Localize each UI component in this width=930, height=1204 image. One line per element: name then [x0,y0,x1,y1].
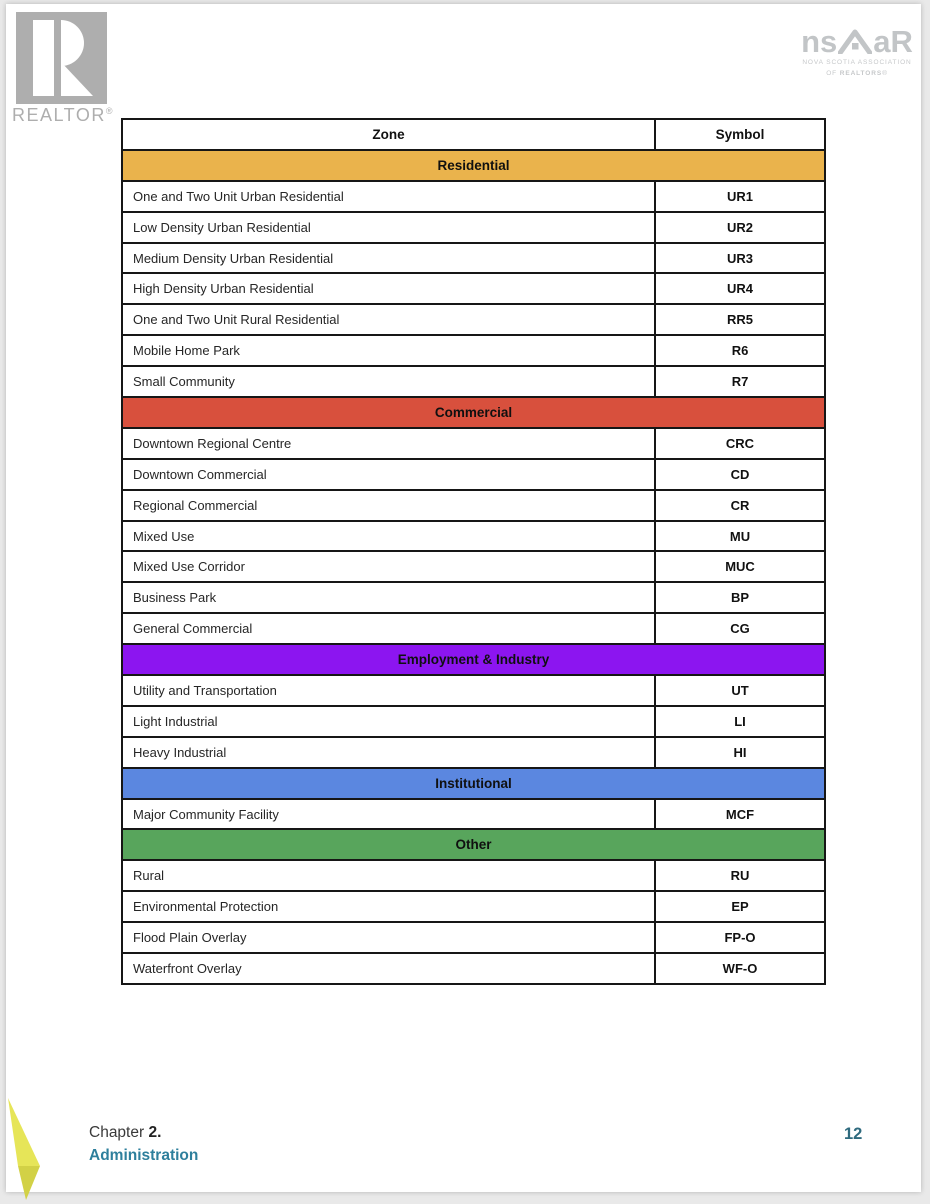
table-row [122,799,825,830]
nsar-word-right: aR [873,24,913,59]
section-header-row [122,644,825,675]
zone-name-cell: High Density Urban Residential [122,273,655,304]
section-header-label: Other [122,829,825,860]
zone-symbol-cell: WF-O [655,953,825,984]
table-row [122,490,825,521]
zone-name-cell: One and Two Unit Rural Residential [122,304,655,335]
zone-symbol-cell: UR1 [655,181,825,212]
nsar-subtitle-line1: NOVA SCOTIA ASSOCIATION [802,59,912,66]
table-row [122,273,825,304]
realtor-wordmark: REALTOR® [12,105,114,125]
table-row [122,737,825,768]
realtor-logo [10,12,120,126]
zone-symbol-cell: EP [655,891,825,922]
table-row [122,613,825,644]
chapter-number: 2. [148,1124,162,1141]
nsar-word-left: ns [801,24,838,59]
section-header-label: Institutional [122,768,825,799]
column-header-zone: Zone [122,119,655,150]
zone-name-cell: Mixed Use Corridor [122,551,655,582]
section-header-label: Employment & Industry [122,644,825,675]
footer-chapter [89,1121,198,1167]
zone-symbol-cell: RU [655,860,825,891]
zone-name-cell: Downtown Regional Centre [122,428,655,459]
table-row [122,582,825,613]
house-roof-icon [838,28,872,54]
zone-symbol-cell: CR [655,490,825,521]
zone-name-cell: Waterfront Overlay [122,953,655,984]
table-row [122,428,825,459]
section-header-row [122,397,825,428]
nsar-logo [798,24,916,78]
table-row [122,953,825,984]
section-header-row [122,150,825,181]
zone-symbol-cell: UR3 [655,243,825,274]
zone-symbol-cell: MUC [655,551,825,582]
table-row [122,304,825,335]
table-row [122,706,825,737]
zone-name-cell: Low Density Urban Residential [122,212,655,243]
nsar-wordmark [798,24,916,59]
zone-name-cell: Heavy Industrial [122,737,655,768]
table-row [122,891,825,922]
zoning-table [121,118,826,985]
zone-symbol-cell: MCF [655,799,825,830]
table-row [122,366,825,397]
zone-name-cell: Mobile Home Park [122,335,655,366]
zone-name-cell: General Commercial [122,613,655,644]
zone-name-cell: One and Two Unit Urban Residential [122,181,655,212]
zone-symbol-cell: CRC [655,428,825,459]
zone-symbol-cell: UT [655,675,825,706]
section-header-row [122,768,825,799]
chapter-title: Administration [89,1147,199,1164]
footer-kite-icon [6,1090,56,1204]
table-row [122,459,825,490]
zone-name-cell: Business Park [122,582,655,613]
table-row [122,675,825,706]
table-row [122,922,825,953]
zone-symbol-cell: HI [655,737,825,768]
section-header-label: Commercial [122,397,825,428]
section-header-row [122,829,825,860]
chapter-line: Chapter 2. [89,1124,162,1141]
zone-name-cell: Major Community Facility [122,799,655,830]
registered-trademark-symbol: ® [105,106,114,116]
table-row [122,860,825,891]
zone-symbol-cell: R7 [655,366,825,397]
zone-symbol-cell: UR2 [655,212,825,243]
zone-name-cell: Utility and Transportation [122,675,655,706]
section-header-label: Residential [122,150,825,181]
zone-symbol-cell: BP [655,582,825,613]
table-row [122,212,825,243]
zone-symbol-cell: CD [655,459,825,490]
zone-symbol-cell: UR4 [655,273,825,304]
realtor-r-icon [16,12,107,104]
nsar-subtitle-line2: OF REALTORS® [826,70,888,77]
column-header-symbol: Symbol [655,119,825,150]
zone-name-cell: Downtown Commercial [122,459,655,490]
document-page [6,4,921,1192]
table-row [122,551,825,582]
table-row [122,521,825,552]
zone-symbol-cell: LI [655,706,825,737]
zone-symbol-cell: R6 [655,335,825,366]
page-number: 12 [844,1125,863,1143]
zone-symbol-cell: FP-O [655,922,825,953]
zoning-table-body [122,150,825,984]
zone-symbol-cell: MU [655,521,825,552]
zone-name-cell: Small Community [122,366,655,397]
zone-name-cell: Medium Density Urban Residential [122,243,655,274]
table-header-row [122,119,825,150]
zone-name-cell: Rural [122,860,655,891]
table-row [122,181,825,212]
realtor-r-glyph [16,12,107,104]
zone-name-cell: Environmental Protection [122,891,655,922]
zone-name-cell: Mixed Use [122,521,655,552]
zone-symbol-cell: RR5 [655,304,825,335]
zone-symbol-cell: CG [655,613,825,644]
zone-name-cell: Regional Commercial [122,490,655,521]
zone-name-cell: Light Industrial [122,706,655,737]
table-row [122,243,825,274]
table-row [122,335,825,366]
zone-name-cell: Flood Plain Overlay [122,922,655,953]
